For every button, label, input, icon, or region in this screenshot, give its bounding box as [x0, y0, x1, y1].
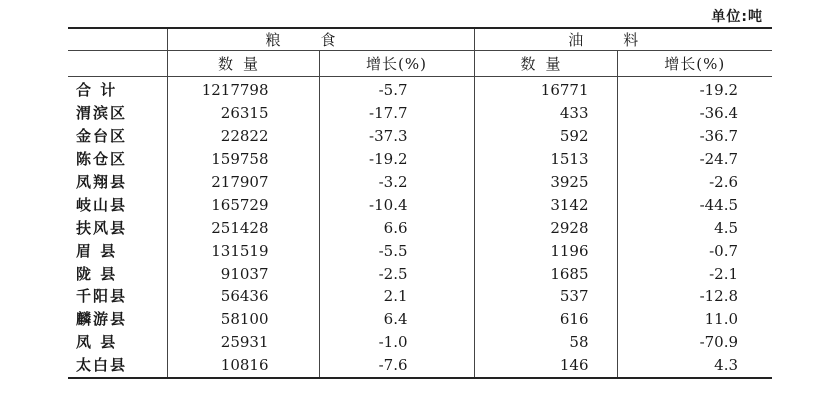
- oil-quantity: 3142: [474, 193, 617, 216]
- grain-growth: -5.7: [319, 77, 474, 102]
- header-grain-quantity: 数量: [167, 51, 319, 77]
- grain-growth: -7.6: [319, 354, 474, 378]
- table-row: [68, 216, 772, 239]
- table-row: [68, 262, 772, 285]
- header-region-blank: [68, 28, 167, 51]
- table-row: [68, 239, 772, 262]
- oil-growth: 11.0: [704, 310, 739, 329]
- oil-quantity: 537: [474, 285, 617, 308]
- grain-growth: 2.1: [319, 285, 474, 308]
- grain-quantity: 26315: [167, 102, 319, 125]
- oil-growth: 4.3: [617, 354, 772, 378]
- header-oil: 油料: [474, 28, 772, 51]
- region-name: 渭滨区: [68, 102, 167, 125]
- region-name: 太白县: [68, 354, 167, 378]
- table-row: [68, 171, 772, 194]
- table-row: [68, 193, 772, 216]
- header-oil-quantity: 数量: [474, 51, 617, 77]
- oil-growth: -44.5: [699, 195, 739, 214]
- grain-quantity: 91037: [167, 262, 319, 285]
- oil-growth: -12.8: [699, 287, 739, 306]
- header-oil-growth: 增长(%): [617, 51, 772, 77]
- grain-growth: -37.3: [319, 125, 474, 148]
- oil-quantity: 58: [474, 331, 617, 354]
- table-row: [68, 77, 772, 102]
- grain-quantity: 165729: [167, 193, 319, 216]
- oil-growth: -2.6: [709, 173, 739, 191]
- region-name: 陈仓区: [68, 148, 167, 171]
- region-name: 扶风县: [68, 216, 167, 239]
- header-row-sub: [68, 51, 772, 77]
- grain-quantity: 217907: [167, 171, 319, 194]
- region-name: 陇 县: [68, 262, 167, 285]
- region-name: 千阳县: [68, 285, 167, 308]
- grain-quantity: 10816: [167, 354, 319, 378]
- grain-growth: -1.0: [319, 331, 474, 354]
- grain-growth: -19.2: [319, 148, 474, 171]
- oil-quantity: 146: [474, 354, 617, 378]
- oil-quantity: 433: [474, 102, 617, 125]
- grain-growth: -3.2: [319, 171, 474, 194]
- grain-growth: -17.7: [319, 102, 474, 125]
- region-name: 麟游县: [68, 308, 167, 331]
- header-region-blank-sub: [68, 51, 167, 77]
- oil-growth: -36.4: [699, 104, 739, 123]
- grain-quantity: 22822: [167, 125, 319, 148]
- oil-quantity: 2928: [474, 216, 617, 239]
- oil-growth: 4.5: [714, 218, 739, 237]
- grain-growth: -2.5: [319, 262, 474, 285]
- grain-quantity: 251428: [167, 216, 319, 239]
- oil-quantity: 16771: [474, 77, 617, 102]
- oil-growth: -0.7: [709, 241, 739, 260]
- header-grain-growth: 增长(%): [319, 51, 474, 77]
- region-name: 金台区: [68, 125, 167, 148]
- oil-quantity: 1513: [474, 148, 617, 171]
- oil-quantity: 3925: [474, 171, 617, 194]
- grain-quantity: 58100: [167, 308, 319, 331]
- table-row: [68, 102, 772, 125]
- oil-quantity: 1685: [474, 262, 617, 285]
- oil-quantity: 592: [474, 125, 617, 148]
- unit-label: 单位:吨: [711, 9, 763, 25]
- region-name: 岐山县: [68, 193, 167, 216]
- table-row: [68, 331, 772, 354]
- region-name: 凤翔县: [68, 171, 167, 194]
- grain-growth: -5.5: [319, 239, 474, 262]
- grain-growth: 6.4: [319, 308, 474, 331]
- table-body: [68, 77, 772, 378]
- table-row: [68, 285, 772, 308]
- header-grain: 粮食: [167, 28, 474, 51]
- oil-quantity: 616: [474, 308, 617, 331]
- grain-growth: 6.6: [319, 216, 474, 239]
- grain-quantity: 131519: [167, 239, 319, 262]
- grain-quantity: 56436: [167, 285, 319, 308]
- grain-quantity: 159758: [167, 148, 319, 171]
- region-name: 合 计: [68, 77, 167, 102]
- oil-growth: -70.9: [699, 333, 739, 352]
- grain-quantity: 25931: [167, 331, 319, 354]
- grain-growth: -10.4: [319, 193, 474, 216]
- table-row: [68, 125, 772, 148]
- production-table: [68, 27, 772, 379]
- oil-growth: -24.7: [699, 150, 739, 169]
- region-name: 眉 县: [68, 239, 167, 262]
- oil-growth: -19.2: [699, 81, 739, 100]
- oil-growth: -36.7: [699, 127, 739, 146]
- oil-growth: -2.1: [709, 264, 739, 283]
- table-row: [68, 308, 772, 331]
- table-header: [68, 28, 772, 77]
- oil-quantity: 1196: [474, 239, 617, 262]
- region-name: 凤 县: [68, 331, 167, 354]
- grain-quantity: 1217798: [167, 77, 319, 102]
- table-row: [68, 354, 772, 378]
- table-row: [68, 148, 772, 171]
- header-row-groups: [68, 28, 772, 51]
